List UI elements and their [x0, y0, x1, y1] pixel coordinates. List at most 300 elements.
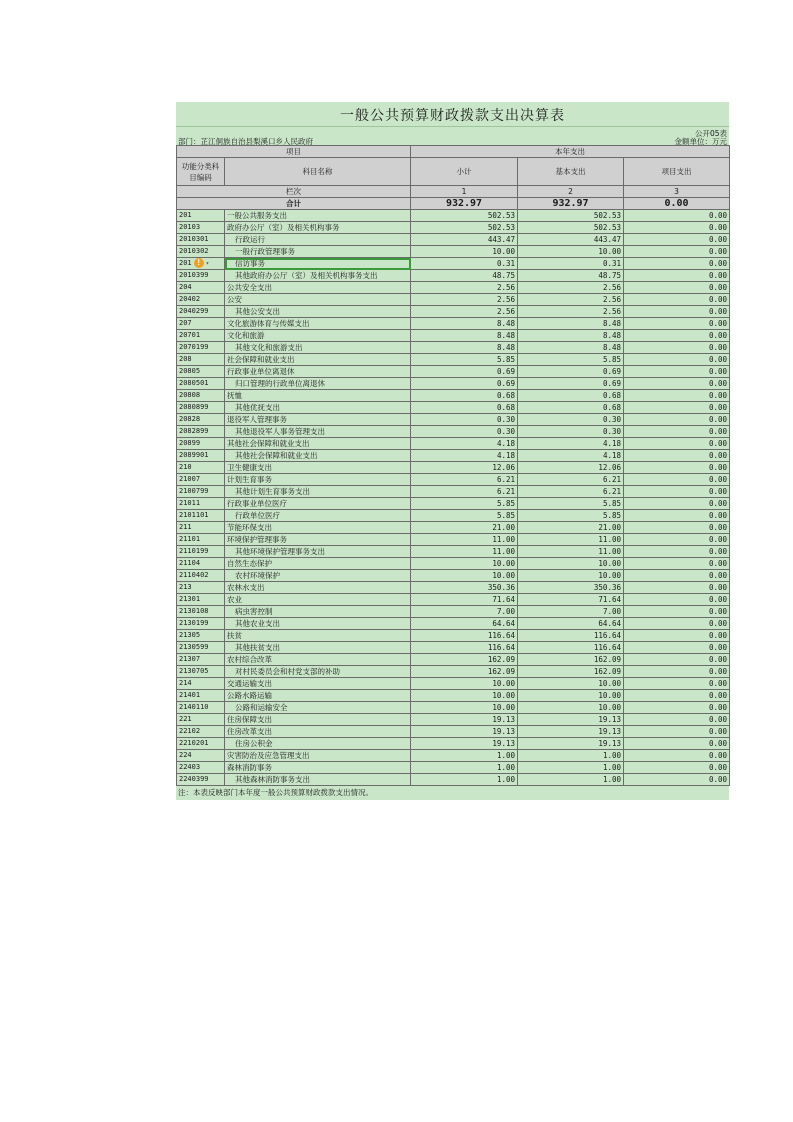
row-project-cell[interactable] — [624, 738, 730, 750]
row-name-cell[interactable] — [225, 402, 411, 414]
row-subtotal-cell[interactable] — [411, 726, 518, 738]
row-subtotal-cell[interactable] — [411, 282, 518, 294]
row-code-cell[interactable] — [177, 354, 225, 366]
row-basic-cell[interactable] — [518, 438, 624, 450]
row-code-cell[interactable] — [177, 606, 225, 618]
row-name-cell[interactable] — [225, 450, 411, 462]
row-code-cell[interactable] — [177, 498, 225, 510]
header-project[interactable]: 项目 — [177, 146, 411, 158]
row-project-cell[interactable] — [624, 726, 730, 738]
row-subtotal-cell[interactable] — [411, 486, 518, 498]
row-basic-cell[interactable] — [518, 306, 624, 318]
row-name-cell[interactable] — [225, 642, 411, 654]
row-project-cell[interactable] — [624, 438, 730, 450]
total-project[interactable]: 0.00 — [624, 198, 730, 210]
row-name-cell-text: 住房改革支出 — [227, 727, 272, 736]
row-code-cell[interactable] — [177, 414, 225, 426]
row-subtotal-cell[interactable] — [411, 558, 518, 570]
row-basic-cell[interactable] — [518, 486, 624, 498]
row-basic-cell[interactable] — [518, 570, 624, 582]
table-row — [177, 210, 730, 222]
row-name-cell[interactable] — [225, 426, 411, 438]
row-subtotal-cell[interactable] — [411, 738, 518, 750]
row-project-cell-text: 0.00 — [708, 763, 728, 772]
row-project-cell-text: 0.00 — [708, 319, 728, 328]
row-name-cell[interactable] — [225, 462, 411, 474]
table-row — [177, 642, 730, 654]
row-basic-cell[interactable] — [518, 750, 624, 762]
row-subtotal-cell-text: 4.18 — [496, 439, 515, 448]
row-subtotal-cell-text: 1.00 — [496, 775, 515, 784]
row-project-cell[interactable] — [624, 774, 730, 786]
row-project-cell[interactable] — [624, 594, 730, 606]
row-code-cell[interactable] — [177, 318, 225, 330]
row-code-cell-text: 2010301 — [179, 235, 209, 243]
row-code-cell[interactable] — [177, 474, 225, 486]
row-code-cell[interactable] — [177, 522, 225, 534]
row-code-cell[interactable] — [177, 642, 225, 654]
row-code-cell[interactable] — [177, 630, 225, 642]
row-name-cell[interactable] — [225, 570, 411, 582]
row-code-cell[interactable] — [177, 666, 225, 678]
row-basic-cell[interactable] — [518, 510, 624, 522]
row-name-cell[interactable] — [225, 354, 411, 366]
row-code-cell[interactable] — [177, 306, 225, 318]
row-subtotal-cell[interactable] — [411, 210, 518, 222]
row-code-cell-text: 2080899 — [179, 403, 209, 411]
row-code-cell[interactable] — [177, 762, 225, 774]
row-project-cell[interactable] — [624, 510, 730, 522]
row-code-cell[interactable] — [177, 654, 225, 666]
row-project-cell[interactable] — [624, 282, 730, 294]
row-name-cell[interactable] — [225, 726, 411, 738]
row-name-cell[interactable] — [225, 738, 411, 750]
header-subject-name[interactable]: 科目名称 — [225, 158, 411, 186]
row-basic-cell[interactable] — [518, 378, 624, 390]
row-name-cell[interactable] — [225, 366, 411, 378]
row-name-cell[interactable] — [225, 594, 411, 606]
row-basic-cell[interactable] — [518, 630, 624, 642]
row-name-cell[interactable] — [225, 498, 411, 510]
row-code-cell-text: 214 — [179, 679, 192, 687]
header-basic[interactable]: 基本支出 — [518, 158, 624, 186]
row-basic-cell-text: 71.64 — [598, 595, 621, 604]
row-code-cell[interactable] — [177, 714, 225, 726]
row-code-cell[interactable] — [177, 366, 225, 378]
row-basic-cell-text: 1.00 — [602, 775, 621, 784]
row-subtotal-cell[interactable] — [411, 294, 518, 306]
table-row — [177, 498, 730, 510]
row-subtotal-cell[interactable] — [411, 354, 518, 366]
row-name-cell[interactable] — [225, 546, 411, 558]
row-project-cell[interactable] — [624, 222, 730, 234]
row-subtotal-cell[interactable] — [411, 426, 518, 438]
total-subtotal[interactable]: 932.97 — [411, 198, 518, 210]
table-row — [177, 378, 730, 390]
row-code-cell[interactable] — [177, 486, 225, 498]
row-basic-cell[interactable] — [518, 222, 624, 234]
row-subtotal-cell[interactable] — [411, 342, 518, 354]
row-subtotal-cell-text: 2.56 — [496, 295, 515, 304]
row-basic-cell[interactable] — [518, 270, 624, 282]
row-project-cell[interactable] — [624, 306, 730, 318]
row-code-cell[interactable] — [177, 294, 225, 306]
row-code-cell[interactable] — [177, 234, 225, 246]
row-project-cell[interactable] — [624, 762, 730, 774]
row-subtotal-cell[interactable] — [411, 714, 518, 726]
row-code-cell[interactable] — [177, 702, 225, 714]
row-subtotal-cell-text: 10.00 — [492, 559, 515, 568]
row-subtotal-cell[interactable] — [411, 690, 518, 702]
row-subtotal-cell-text: 5.85 — [496, 499, 515, 508]
row-subtotal-cell[interactable] — [411, 630, 518, 642]
table-row — [177, 486, 730, 498]
row-name-cell[interactable] — [225, 234, 411, 246]
row-basic-cell[interactable] — [518, 666, 624, 678]
row-basic-cell[interactable] — [518, 234, 624, 246]
row-basic-cell[interactable] — [518, 474, 624, 486]
row-basic-cell[interactable] — [518, 258, 624, 270]
row-project-cell[interactable] — [624, 246, 730, 258]
row-code-cell[interactable] — [177, 426, 225, 438]
row-subtotal-cell[interactable] — [411, 750, 518, 762]
row-subtotal-cell[interactable] — [411, 450, 518, 462]
row-basic-cell[interactable] — [518, 282, 624, 294]
row-basic-cell[interactable] — [518, 558, 624, 570]
row-basic-cell[interactable] — [518, 366, 624, 378]
row-project-cell-text: 0.00 — [708, 691, 728, 700]
row-basic-cell[interactable] — [518, 642, 624, 654]
row-name-cell-text: 环境保护管理事务 — [227, 535, 287, 544]
row-name-cell[interactable] — [225, 474, 411, 486]
row-project-cell[interactable] — [624, 678, 730, 690]
row-code-cell[interactable] — [177, 726, 225, 738]
row-basic-cell[interactable] — [518, 330, 624, 342]
row-code-cell[interactable] — [177, 378, 225, 390]
row-project-cell[interactable] — [624, 450, 730, 462]
header-column-index[interactable]: 栏次 — [177, 186, 411, 198]
row-basic-cell-text: 4.18 — [602, 451, 621, 460]
row-code-cell[interactable] — [177, 570, 225, 582]
row-basic-cell[interactable] — [518, 522, 624, 534]
row-subtotal-cell[interactable] — [411, 246, 518, 258]
row-project-cell[interactable] — [624, 486, 730, 498]
row-project-cell[interactable] — [624, 570, 730, 582]
row-subtotal-cell-text: 0.68 — [496, 403, 515, 412]
row-project-cell[interactable] — [624, 702, 730, 714]
row-subtotal-cell[interactable] — [411, 546, 518, 558]
row-basic-cell[interactable] — [518, 414, 624, 426]
row-code-cell[interactable] — [177, 210, 225, 222]
row-code-cell[interactable] — [177, 462, 225, 474]
row-project-cell[interactable] — [624, 546, 730, 558]
row-name-cell[interactable] — [225, 690, 411, 702]
row-name-cell-text: 卫生健康支出 — [227, 463, 272, 472]
row-subtotal-cell[interactable] — [411, 474, 518, 486]
row-basic-cell[interactable] — [518, 342, 624, 354]
row-name-cell[interactable] — [225, 522, 411, 534]
row-project-cell[interactable] — [624, 642, 730, 654]
header-col3[interactable]: 3 — [624, 186, 730, 198]
row-basic-cell[interactable] — [518, 606, 624, 618]
row-project-cell[interactable] — [624, 210, 730, 222]
row-code-cell-text: 20103 — [179, 223, 201, 231]
row-project-cell[interactable] — [624, 270, 730, 282]
row-basic-cell[interactable] — [518, 390, 624, 402]
row-basic-cell[interactable] — [518, 546, 624, 558]
row-subtotal-cell[interactable] — [411, 258, 518, 270]
row-subtotal-cell[interactable] — [411, 618, 518, 630]
row-name-cell[interactable] — [225, 534, 411, 546]
row-name-cell-text: 文化旅游体育与传媒支出 — [227, 319, 310, 328]
row-project-cell-text: 0.00 — [708, 679, 728, 688]
row-name-cell[interactable] — [225, 654, 411, 666]
row-basic-cell[interactable] — [518, 402, 624, 414]
row-name-cell[interactable] — [225, 438, 411, 450]
row-code-cell[interactable] — [177, 222, 225, 234]
row-name-cell-text: 公路和运输安全 — [235, 703, 288, 712]
row-name-cell[interactable] — [225, 294, 411, 306]
row-name-cell[interactable] — [225, 246, 411, 258]
row-name-cell[interactable] — [225, 714, 411, 726]
row-basic-cell[interactable] — [518, 294, 624, 306]
row-basic-cell[interactable] — [518, 690, 624, 702]
row-code-cell[interactable] — [177, 618, 225, 630]
row-project-cell[interactable] — [624, 654, 730, 666]
row-project-cell[interactable] — [624, 426, 730, 438]
row-basic-cell[interactable] — [518, 738, 624, 750]
row-subtotal-cell[interactable] — [411, 510, 518, 522]
row-basic-cell[interactable] — [518, 726, 624, 738]
row-project-cell[interactable] — [624, 690, 730, 702]
row-project-cell[interactable] — [624, 318, 730, 330]
row-subtotal-cell[interactable] — [411, 222, 518, 234]
row-basic-cell-text: 7.00 — [602, 607, 621, 616]
row-name-cell-text: 其他扶贫支出 — [235, 643, 280, 652]
row-name-cell[interactable] — [225, 258, 411, 270]
row-basic-cell[interactable] — [518, 426, 624, 438]
row-project-cell[interactable] — [624, 414, 730, 426]
chevron-down-icon[interactable]: ▾ — [205, 260, 210, 267]
row-name-cell-text: 住房公积金 — [235, 739, 273, 748]
row-name-cell[interactable] — [225, 750, 411, 762]
row-name-cell[interactable] — [225, 222, 411, 234]
row-basic-cell[interactable] — [518, 702, 624, 714]
row-name-cell[interactable] — [225, 630, 411, 642]
row-code-cell[interactable] — [177, 270, 225, 282]
row-basic-cell[interactable] — [518, 210, 624, 222]
row-name-cell[interactable] — [225, 270, 411, 282]
row-name-cell[interactable] — [225, 342, 411, 354]
row-basic-cell[interactable] — [518, 246, 624, 258]
row-project-cell[interactable] — [624, 534, 730, 546]
row-basic-cell[interactable] — [518, 582, 624, 594]
row-subtotal-cell[interactable] — [411, 534, 518, 546]
row-subtotal-cell[interactable] — [411, 330, 518, 342]
row-subtotal-cell[interactable] — [411, 582, 518, 594]
row-basic-cell[interactable] — [518, 594, 624, 606]
row-project-cell[interactable] — [624, 462, 730, 474]
row-subtotal-cell[interactable] — [411, 666, 518, 678]
row-subtotal-cell-text: 6.21 — [496, 487, 515, 496]
row-project-cell[interactable] — [624, 354, 730, 366]
row-subtotal-cell-text: 502.53 — [487, 211, 515, 220]
row-name-cell[interactable] — [225, 606, 411, 618]
row-subtotal-cell[interactable] — [411, 402, 518, 414]
row-basic-cell[interactable] — [518, 498, 624, 510]
row-code-cell[interactable] — [177, 282, 225, 294]
row-project-cell[interactable] — [624, 378, 730, 390]
row-project-cell[interactable] — [624, 342, 730, 354]
row-subtotal-cell[interactable] — [411, 366, 518, 378]
row-project-cell[interactable] — [624, 606, 730, 618]
row-subtotal-cell-text: 10.00 — [492, 703, 515, 712]
row-subtotal-cell[interactable] — [411, 678, 518, 690]
table-row — [177, 582, 730, 594]
row-name-cell[interactable] — [225, 486, 411, 498]
row-subtotal-cell[interactable] — [411, 774, 518, 786]
row-subtotal-cell[interactable] — [411, 414, 518, 426]
row-subtotal-cell[interactable] — [411, 606, 518, 618]
row-basic-cell[interactable] — [518, 762, 624, 774]
row-project-cell[interactable] — [624, 258, 730, 270]
row-project-cell[interactable] — [624, 522, 730, 534]
row-code-cell[interactable] — [177, 330, 225, 342]
row-name-cell[interactable] — [225, 774, 411, 786]
row-basic-cell[interactable] — [518, 678, 624, 690]
row-code-cell[interactable] — [177, 390, 225, 402]
row-code-cell[interactable] — [177, 582, 225, 594]
row-code-cell[interactable] — [177, 450, 225, 462]
row-name-cell[interactable] — [225, 378, 411, 390]
row-subtotal-cell[interactable] — [411, 654, 518, 666]
row-project-cell[interactable] — [624, 294, 730, 306]
row-code-cell[interactable] — [177, 438, 225, 450]
row-name-cell[interactable] — [225, 702, 411, 714]
row-project-cell[interactable] — [624, 330, 730, 342]
total-label[interactable]: 合计 — [177, 198, 411, 210]
row-basic-cell[interactable] — [518, 450, 624, 462]
row-code-cell[interactable] — [177, 546, 225, 558]
row-name-cell[interactable] — [225, 318, 411, 330]
row-subtotal-cell[interactable] — [411, 642, 518, 654]
row-code-cell[interactable] — [177, 510, 225, 522]
row-subtotal-cell[interactable] — [411, 570, 518, 582]
row-code-cell[interactable] — [177, 534, 225, 546]
row-code-cell[interactable] — [177, 558, 225, 570]
row-project-cell[interactable] — [624, 582, 730, 594]
header-subtotal[interactable]: 小计 — [411, 158, 518, 186]
row-subtotal-cell[interactable] — [411, 318, 518, 330]
warning-icon[interactable]: ! — [194, 258, 204, 268]
row-project-cell[interactable] — [624, 366, 730, 378]
row-subtotal-cell[interactable] — [411, 462, 518, 474]
row-name-cell[interactable] — [225, 390, 411, 402]
row-subtotal-cell[interactable] — [411, 702, 518, 714]
row-name-cell[interactable] — [225, 678, 411, 690]
row-subtotal-cell[interactable] — [411, 378, 518, 390]
row-code-cell[interactable] — [177, 690, 225, 702]
row-subtotal-cell[interactable] — [411, 270, 518, 282]
row-code-cell[interactable] — [177, 402, 225, 414]
row-basic-cell[interactable] — [518, 714, 624, 726]
row-subtotal-cell[interactable] — [411, 498, 518, 510]
row-subtotal-cell[interactable] — [411, 390, 518, 402]
header-col1[interactable]: 1 — [411, 186, 518, 198]
row-name-cell[interactable] — [225, 282, 411, 294]
row-name-cell-text: 其他社会保障和就业支出 — [227, 439, 310, 448]
header-project-exp[interactable]: 项目支出 — [624, 158, 730, 186]
row-subtotal-cell[interactable] — [411, 762, 518, 774]
row-code-cell[interactable] — [177, 678, 225, 690]
row-name-cell-text: 交通运输支出 — [227, 679, 272, 688]
row-code-cell[interactable] — [177, 750, 225, 762]
row-project-cell[interactable] — [624, 666, 730, 678]
row-project-cell[interactable] — [624, 630, 730, 642]
row-subtotal-cell[interactable] — [411, 438, 518, 450]
row-basic-cell[interactable] — [518, 354, 624, 366]
total-basic[interactable]: 932.97 — [518, 198, 624, 210]
row-name-cell[interactable] — [225, 558, 411, 570]
row-project-cell[interactable] — [624, 618, 730, 630]
row-basic-cell[interactable] — [518, 462, 624, 474]
row-project-cell-text: 0.00 — [708, 727, 728, 736]
row-name-cell[interactable] — [225, 618, 411, 630]
row-project-cell[interactable] — [624, 750, 730, 762]
header-col2[interactable]: 2 — [518, 186, 624, 198]
row-code-cell[interactable] — [177, 246, 225, 258]
row-subtotal-cell-text: 443.47 — [487, 235, 515, 244]
row-name-cell[interactable] — [225, 666, 411, 678]
row-code-cell[interactable] — [177, 774, 225, 786]
row-code-cell[interactable] — [177, 342, 225, 354]
row-subtotal-cell[interactable] — [411, 234, 518, 246]
row-basic-cell[interactable] — [518, 534, 624, 546]
row-basic-cell[interactable] — [518, 318, 624, 330]
header-current-year[interactable]: 本年支出 — [411, 146, 730, 158]
row-subtotal-cell[interactable] — [411, 522, 518, 534]
row-basic-cell[interactable] — [518, 654, 624, 666]
row-subtotal-cell[interactable] — [411, 594, 518, 606]
row-code-cell[interactable] — [177, 258, 225, 270]
row-project-cell[interactable] — [624, 234, 730, 246]
row-project-cell[interactable] — [624, 498, 730, 510]
row-name-cell[interactable] — [225, 306, 411, 318]
row-project-cell[interactable] — [624, 714, 730, 726]
row-basic-cell-text: 19.13 — [598, 727, 621, 736]
row-name-cell[interactable] — [225, 582, 411, 594]
row-basic-cell[interactable] — [518, 618, 624, 630]
row-name-cell[interactable] — [225, 762, 411, 774]
row-name-cell-text: 其他森林消防事务支出 — [235, 775, 310, 784]
row-name-cell[interactable] — [225, 510, 411, 522]
row-subtotal-cell-text: 10.00 — [492, 247, 515, 256]
row-code-cell[interactable] — [177, 738, 225, 750]
row-code-cell[interactable] — [177, 594, 225, 606]
row-name-cell[interactable] — [225, 210, 411, 222]
row-subtotal-cell[interactable] — [411, 306, 518, 318]
row-project-cell[interactable] — [624, 474, 730, 486]
row-name-cell[interactable] — [225, 330, 411, 342]
row-basic-cell[interactable] — [518, 774, 624, 786]
row-name-cell[interactable] — [225, 414, 411, 426]
row-project-cell[interactable] — [624, 390, 730, 402]
row-project-cell[interactable] — [624, 558, 730, 570]
row-project-cell[interactable] — [624, 402, 730, 414]
row-subtotal-cell-text: 162.09 — [487, 667, 515, 676]
table-row — [177, 246, 730, 258]
header-func-code[interactable]: 功能分类科目编码 — [177, 158, 225, 186]
